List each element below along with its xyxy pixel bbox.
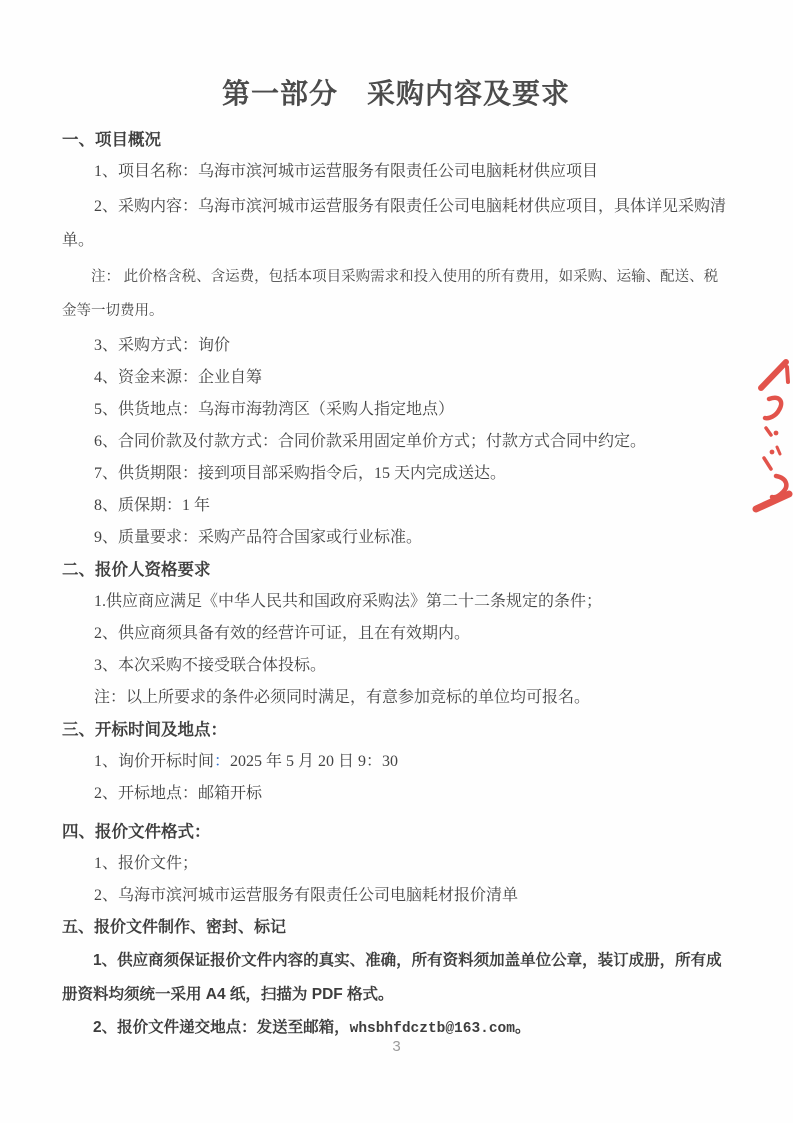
paragraph-warranty: 8、质保期：1 年	[94, 497, 211, 514]
page-number: 3	[392, 1038, 401, 1055]
paragraph-qualification-2: 2、供应商须具备有效的经营许可证，且在有效期内。	[94, 625, 471, 642]
section-heading-1: 一、项目概况	[62, 130, 161, 149]
submission-suffix: 。	[514, 1019, 531, 1036]
paragraph-qualification-1: 1.供应商应满足《中华人民共和国政府采购法》第二十二条规定的条件；	[94, 593, 603, 610]
paragraph-format-2: 2、乌海市滨河城市运营服务有限责任公司电脑耗材报价清单	[94, 887, 519, 904]
paragraph-procurement-method: 3、采购方式：询价	[94, 337, 231, 354]
paragraph-price-note: 注： 此价格含税、含运费，包括本项目采购需求和投入使用的所有费用，如采购、运输、配送、税金等一切费用。	[62, 269, 719, 319]
open-time-label: 1、询价开标时间	[94, 753, 215, 770]
paragraph-contract-payment: 6、合同价款及付款方式：合同价款采用固定单价方式；付款方式合同中约定。	[94, 433, 647, 450]
paragraph-project-name: 1、项目名称：乌海市滨河城市运营服务有限责任公司电脑耗材供应项目	[94, 163, 599, 180]
document-content	[62, 74, 730, 1045]
paragraph-binding-requirement: 1、供应商须保证报价文件内容的真实、准确，所有资料须加盖单位公章，装订成册，所有成册资料均须统一采用 A4 纸，扫描为 PDF 格式。	[62, 952, 722, 1003]
paragraph-qualification-3: 3、本次采购不接受联合体投标。	[94, 657, 327, 674]
paragraph-qualification-note: 注：以上所要求的条件必须同时满足，有意参加竞标的单位均可报名。	[94, 689, 591, 706]
open-time-colon: ：	[214, 753, 231, 770]
section-heading-5: 五、报价文件制作、密封、标记	[62, 919, 287, 936]
section-heading-2: 二、报价人资格要求	[62, 560, 211, 579]
section-heading-3: 三、开标时间及地点：	[62, 720, 227, 739]
submission-prefix: 2、报价文件递交地点：发送至邮箱，	[93, 1019, 350, 1036]
section-heading-4: 四、报价文件格式：	[62, 822, 211, 841]
open-time-value: 2025 年 5 月 20 日 9：30	[230, 753, 399, 770]
paragraph-quality-requirement: 9、质量要求：采购产品符合国家或行业标准。	[94, 529, 423, 546]
paragraph-funding-source: 4、资金来源：企业自筹	[94, 369, 263, 386]
submission-email: whsbhfdcztb@163.com	[349, 1021, 515, 1037]
red-ink-annotation-bottom	[750, 428, 793, 520]
page-title: 第一部分 采购内容及要求	[221, 79, 570, 110]
paragraph-delivery-place: 5、供货地点：乌海市海勃湾区（采购人指定地点）	[94, 401, 455, 418]
paragraph-procurement-content: 2、采购内容：乌海市滨河城市运营服务有限责任公司电脑耗材供应项目，具体详见采购清单。	[62, 198, 727, 249]
paragraph-open-place: 2、开标地点：邮箱开标	[94, 785, 263, 802]
paragraph-delivery-period: 7、供货期限：接到项目部采购指令后，15 天内完成送达。	[94, 465, 507, 482]
paragraph-open-time	[62, 746, 730, 778]
paragraph-format-1: 1、报价文件；	[94, 855, 199, 872]
